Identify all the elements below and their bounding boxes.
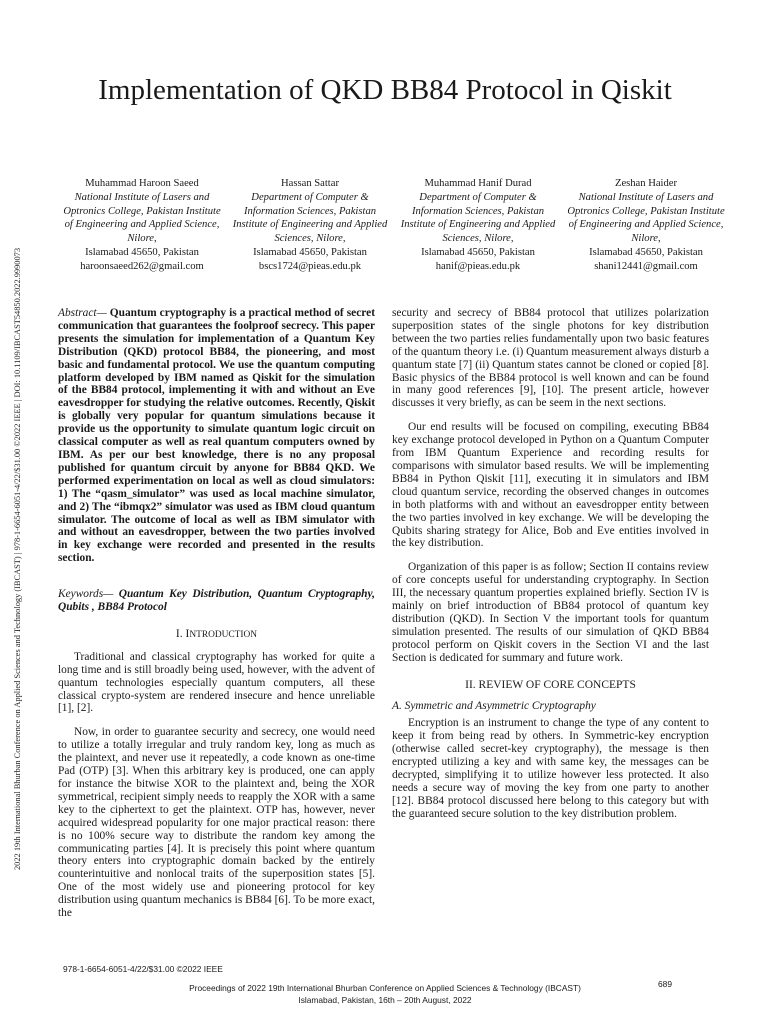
- body-paragraph-encryption: Encryption is an instrument to change the type of any content to keep it from being read by others. In Symmetric-key encryption (otherwise called secret-key cryptography), the message is then encrypted utilizing a key and with same key, the messages can be decrypted, simplifying it to utilize however less protected. It also needs a secure way of moving the key from one party to another [12]. BB84 protocol discussed here belong to this category but with the guaranteed secure solution to the key distribution problem.: [392, 717, 709, 820]
- intro-paragraph-1: Traditional and classical cryptography has worked for quite a long time and is still broadly being used, however, with the advent of quantum technologies especially quantum computers, all these classical crypto-system are rendered insecure and hence unreliable [1], [2].: [58, 650, 375, 715]
- author-2: [226, 177, 394, 274]
- author-name: Muhammad Hanif Durad: [424, 178, 532, 189]
- author-email: bscs1724@pieas.edu.pk: [258, 260, 362, 272]
- page-number: 689: [658, 979, 672, 989]
- author-affiliation: Department of Computer & Information Sciences, Pakistan Institute of Engineering and Applied Sciences, Nilore,: [400, 191, 556, 245]
- author-affiliation: Department of Computer & Information Sciences, Pakistan Institute of Engineering and Applied Sciences, Nilore,: [232, 191, 388, 245]
- author-4: [562, 177, 730, 274]
- abstract: [58, 307, 375, 565]
- abstract-text: Quantum cryptography is a practical method of secret communication that guarantees the foolproof secrecy. This paper presents the simulation for implementation of a Quantum Key Distribution (QKD) protocol BB84, the pioneering, and most basic and fundamental protocol. We use the quantum computing platform developed by IBM named as Qiskit for the simulation of the BB84 protocol, implementing it with and without an Eve eavesdropper for studying the relative outcomes. Recently, Qiskit is globally very popular for quantum simulations because it provide us the opportunity to simulate quantum logic circuit on classical computer as well as real quantum computers owned by IBM. As per our best knowledge, there is no any proposal published for quantum circuit by anyone for BB84 QKD. We performed experimentation on local as well as cloud simulators: 1) The “qasm_simulator” was used as local machine simulator, and 2) The “ibmqx2” simulator was used as IBM cloud quantum simulator. The outcome of local as well as IBM simulator with and without an eavesdropper, between the two parties involved in key exchange were recorded and presented in the results section.: [58, 307, 375, 565]
- author-block: [58, 177, 730, 274]
- right-column: [392, 307, 709, 821]
- author-email: shani12441@gmail.com: [594, 260, 698, 272]
- author-affiliation: National Institute of Lasers and Optronics College, Pakistan Institute of Engineering and Applied Science, Nilore,: [567, 191, 725, 245]
- author-city: Islamabad 45650, Pakistan: [589, 246, 703, 258]
- footer-isbn: 978-1-6654-6051-4/22/$31.00 ©2022 IEEE: [63, 964, 223, 974]
- author-name: Muhammad Haroon Saeed: [85, 178, 199, 189]
- keywords: [58, 588, 375, 614]
- body-paragraph-organization: Organization of this paper is as follow; Section II contains review of core concepts useful for understanding cryptography. In Section III, the necessary quantum properties explained briefly. Section IV is mainly on brief introduction of BB84 protocol of quantum key distribution (QKD). In Section V the important tools for quantum simulation presented. The results of our simulation of QKD BB84 protocol perform on Qiskit covers in the Section VI and the last Section is dedicated for summary and future work.: [392, 561, 709, 664]
- paper-title: Implementation of QKD BB84 Protocol in Qiskit: [98, 74, 672, 106]
- footer-proceedings: [130, 983, 640, 1007]
- author-name: Zeshan Haider: [614, 178, 678, 189]
- author-city: Islamabad 45650, Pakistan: [85, 246, 199, 258]
- author-name: Hassan Sattar: [281, 178, 339, 189]
- intro-paragraph-2: Now, in order to guarantee security and secrecy, one would need to utilize a totally irregular and truly random key, long as much as the plaintext, and never use it repeatedly, a code known as one-time Pad (OTP) [3]. When this arbitrary key is produced, one can apply for instance the bitwise XOR to the plaintext and, being the XOR symmetrical, recipient simply needs to reapply the XOR with a same key to the ciphertext to get the plaintext. OTP has, however, never acquired widespread popularity for one major practical reason: there is no 100% secure way to distribute the random key among the communicating parties [4]. It is precisely this point where quantum theory enters into cryptographic domain backed by the entirely counterintuitive and nonlocal traits of the superposition states [5]. One of the most widely use and pioneering protocol for key distribution using quantum mechanics is BB84 [6]. To be more exact, the: [58, 726, 375, 920]
- footer-location: Islamabad, Pakistan, 16th – 20th August, 2022: [298, 994, 472, 1005]
- footer-conference: Proceedings of 2022 19th International Bhurban Conference on Applied Sciences & Technology (IBCAST): [189, 983, 581, 993]
- author-3: [394, 177, 562, 274]
- author-city: Islamabad 45650, Pakistan: [253, 246, 367, 258]
- left-column: [58, 307, 375, 920]
- section-heading-introduction: I. INTRODUCTION: [175, 627, 258, 640]
- doi-sidebar: 2022 19th International Bhurban Conference on Applied Sciences and Technology (IBCAST) | 978-1-6654-6051-4/22/$31.00 ©2022 IEEE | DOI: 10.1109/IBCAST54850.2022.9990073: [13, 247, 22, 870]
- author-city: Islamabad 45650, Pakistan: [421, 246, 535, 258]
- abstract-label: Abstract—: [58, 307, 107, 319]
- keywords-text: Quantum Key Distribution, Quantum Cryptography, Qubits , BB84 Protocol: [58, 588, 375, 614]
- section-heading-core-concepts: II. REVIEW OF CORE CONCEPTS: [465, 678, 636, 691]
- keywords-label: Keywords—: [58, 588, 114, 601]
- author-email: hanif@pieas.edu.pk: [435, 260, 521, 272]
- body-paragraph-results-focus: Our end results will be focused on compiling, executing BB84 key exchange protocol developed in Python on a Quantum Computer from IBM Quantum Experience and recording results for comparisons with simulator based results. We will be implementing BB84 in Python Qiskit [11], executing it in simulators and IBM cloud quantum service, recording the observed changes in outcomes in both platforms with and without an eavesdropper entity between the two parties involved in key exchange. We will be developing the Qubits sharing strategy for Alice, Bob and Eve entities involved in the key distribution.: [392, 421, 709, 550]
- author-1: [58, 177, 226, 274]
- body-paragraph-continued: security and secrecy of BB84 protocol that utilizes polarization superposition states of the single photons for key distribution between the two parties relies fundamentally upon two basic features of the quantum theory i.e. (i) Quantum measurement always disturb a quantum state [7] (ii) Quantum states cannot be cloned or copied [8]. Basic physics of the BB84 protocol is well known and can be found in many good references [9], [10]. The present article, however discusses it very briefly, as can be seem in the next sections.: [392, 307, 709, 410]
- author-affiliation: National Institute of Lasers and Optronics College, Pakistan Institute of Engineering and Applied Science, Nilore,: [63, 191, 221, 245]
- subsection-heading-symmetric: A. Symmetric and Asymmetric Cryptography: [392, 700, 596, 713]
- author-email: haroonsaeed262@gmail.com: [80, 260, 204, 272]
